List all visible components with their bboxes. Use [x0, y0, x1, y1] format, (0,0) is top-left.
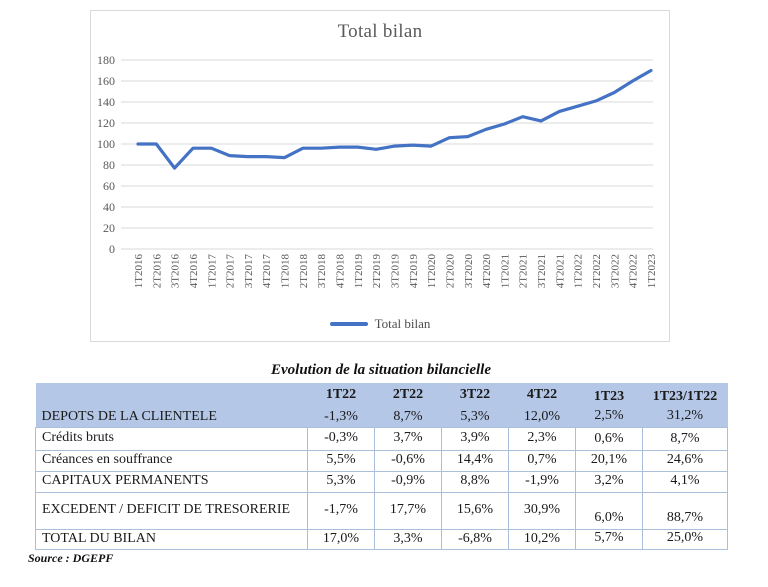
table-row: [36, 492, 728, 529]
column-header: 1T22: [308, 383, 375, 407]
value-cell: 30,9%: [509, 492, 576, 529]
x-tick-label: 1T2019: [352, 254, 365, 289]
value-cell: 0,6%: [576, 427, 643, 450]
y-tick-label: 60: [103, 179, 115, 193]
value-cell: 20,1%: [576, 450, 643, 471]
y-tick-label: 180: [97, 53, 115, 67]
column-header: 3T22: [442, 383, 509, 407]
value-cell: 3,9%: [442, 427, 509, 450]
value-cell: 17,0%: [308, 529, 375, 549]
x-tick-label: 2T2019: [371, 254, 384, 289]
y-tick-label: 0: [109, 242, 115, 256]
y-tick-label: 100: [97, 137, 115, 151]
evolution-table: [35, 383, 728, 550]
corner-header-cell: [36, 383, 308, 407]
x-tick-label: 1T2016: [133, 254, 145, 289]
value-cell: 5,5%: [308, 450, 375, 471]
x-tick-label: 4T2018: [334, 254, 347, 289]
value-cell: 12,0%: [509, 407, 576, 427]
table-title: Evolution de la situation bilancielle: [270, 362, 492, 378]
y-tick-label: 140: [97, 95, 115, 109]
x-tick-label: 1T2020: [426, 254, 439, 289]
value-cell: 88,7%: [643, 492, 728, 529]
x-tick-label: 3T2021: [536, 254, 549, 289]
legend-line-swatch: [330, 322, 368, 326]
table-row: [36, 529, 728, 549]
table-row: [36, 427, 728, 450]
y-tick-label: 40: [103, 200, 115, 214]
value-cell: -0,3%: [308, 427, 375, 450]
value-cell: 14,4%: [442, 450, 509, 471]
value-cell: -1,3%: [308, 407, 375, 427]
value-cell: 3,7%: [375, 427, 442, 450]
y-tick-label: 20: [103, 221, 115, 235]
value-cell: 24,6%: [643, 450, 728, 471]
table-row: [36, 407, 728, 427]
x-tick-label: 4T2020: [481, 254, 494, 289]
x-tick-label: 3T2022: [609, 254, 622, 289]
chart-legend: [91, 316, 669, 332]
chart-title: Total bilan: [337, 21, 423, 42]
x-tick-label: 4T2022: [627, 254, 640, 289]
column-header: 1T23/1T22: [643, 383, 728, 407]
x-tick-label: 1T2023: [645, 254, 658, 289]
x-tick-label: 3T2017: [242, 254, 255, 289]
y-tick-label: 160: [97, 74, 115, 88]
x-tick-label: 1T2017: [206, 254, 219, 289]
line-chart-canvas: [91, 11, 671, 343]
column-header: 1T23: [576, 383, 643, 407]
column-header: 4T22: [509, 383, 576, 407]
value-cell: 25,0%: [643, 529, 728, 549]
y-tick-label: 80: [103, 158, 115, 172]
x-tick-label: 3T2018: [316, 254, 329, 289]
row-label: EXCEDENT / DEFICIT DE TRESORERIE: [36, 492, 308, 529]
x-tick-label: 2T2020: [444, 254, 457, 289]
table-row: [36, 471, 728, 492]
row-label: DEPOTS DE LA CLIENTELE: [36, 407, 308, 427]
x-tick-label: 4T2019: [407, 254, 420, 289]
value-cell: 8,8%: [442, 471, 509, 492]
value-cell: -0,9%: [375, 471, 442, 492]
x-tick-label: 2T2021: [517, 254, 530, 289]
column-header: 2T22: [375, 383, 442, 407]
value-cell: 5,3%: [308, 471, 375, 492]
x-tick-label: 2T2022: [591, 254, 603, 289]
table-row: [36, 450, 728, 471]
x-tick-label: 1T2018: [279, 254, 292, 289]
value-cell: -1,7%: [308, 492, 375, 529]
value-cell: -1,9%: [509, 471, 576, 492]
value-cell: -0,6%: [375, 450, 442, 471]
x-tick-label: 1T2022: [572, 254, 585, 289]
source-note: Source : DGEPF: [28, 551, 114, 565]
legend-label: Total bilan: [374, 316, 431, 331]
value-cell: 6,0%: [576, 492, 643, 529]
x-tick-label: 1T2021: [499, 254, 512, 289]
x-tick-label: 3T2019: [389, 254, 402, 289]
row-label: Créances en souffrance: [36, 450, 308, 471]
x-tick-label: 2T2016: [151, 254, 164, 289]
y-tick-label: 120: [97, 116, 115, 130]
x-tick-label: 4T2017: [261, 254, 274, 289]
total-bilan-line: [138, 71, 651, 169]
x-tick-label: 3T2016: [169, 254, 182, 289]
value-cell: 10,2%: [509, 529, 576, 549]
x-tick-label: 4T2016: [187, 254, 200, 289]
value-cell: 8,7%: [375, 407, 442, 427]
total-bilan-chart: [90, 10, 670, 342]
value-cell: 3,3%: [375, 529, 442, 549]
value-cell: 2,5%: [576, 407, 643, 427]
value-cell: 5,3%: [442, 407, 509, 427]
x-tick-label: 4T2021: [554, 254, 567, 289]
value-cell: 3,2%: [576, 471, 643, 492]
value-cell: 4,1%: [643, 471, 728, 492]
x-tick-label: 2T2017: [224, 254, 237, 289]
value-cell: 8,7%: [643, 427, 728, 450]
x-tick-label: 3T2020: [462, 254, 475, 289]
row-label: CAPITAUX PERMANENTS: [36, 471, 308, 492]
table-body: [36, 407, 728, 549]
value-cell: 15,6%: [442, 492, 509, 529]
value-cell: -6,8%: [442, 529, 509, 549]
value-cell: 2,3%: [509, 427, 576, 450]
value-cell: 17,7%: [375, 492, 442, 529]
value-cell: 0,7%: [509, 450, 576, 471]
table-header: [36, 383, 728, 407]
row-label: Crédits bruts: [36, 427, 308, 450]
value-cell: 31,2%: [643, 407, 728, 427]
row-label: TOTAL DU BILAN: [36, 529, 308, 549]
x-tick-label: 2T2018: [297, 254, 310, 289]
value-cell: 5,7%: [576, 529, 643, 549]
